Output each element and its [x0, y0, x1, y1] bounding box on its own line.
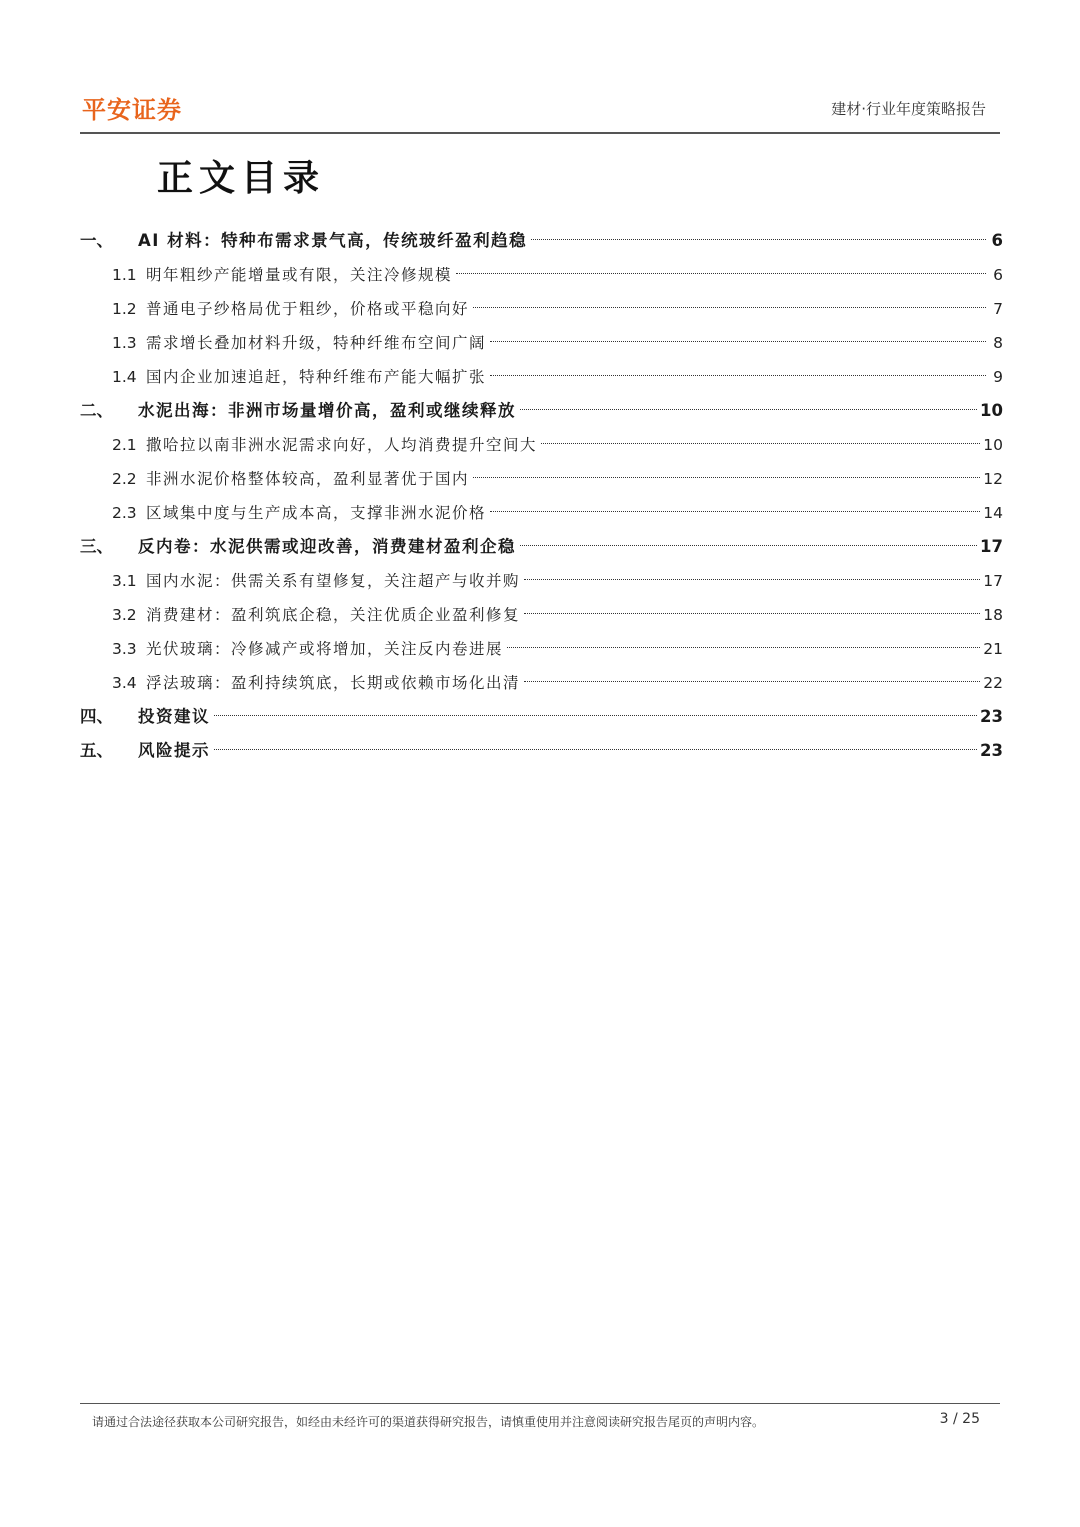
toc-entry-title: AI 材料：特种布需求景气高，传统玻纤盈利趋稳 [138, 231, 528, 250]
toc-chapter-entry[interactable] [80, 700, 1003, 734]
toc-section-entry[interactable] [80, 428, 1003, 462]
toc-chapter-entry[interactable] [80, 530, 1003, 564]
toc-entry-number: 一、 [80, 231, 113, 250]
toc-dot-leader [531, 239, 986, 240]
toc-entry-number: 1.1 [112, 266, 137, 284]
toc-section-entry[interactable] [80, 632, 1003, 666]
toc-entry-page: 6 [991, 231, 1003, 250]
toc-dot-leader [456, 273, 986, 274]
footer-disclaimer: 请通过合法途径获取本公司研究报告，如经由未经许可的渠道获得研究报告，请慎重使用并注意阅读研究报告尾页的声明内容。 [92, 1415, 765, 1429]
toc-entry-title: 国内企业加速追赶，特种纤维布产能大幅扩张 [146, 368, 487, 386]
toc-entry-number: 3.3 [112, 640, 137, 658]
toc-entry-number: 3.4 [112, 674, 137, 692]
toc-entry-number: 三、 [80, 537, 113, 556]
toc-section-entry[interactable] [80, 292, 1003, 326]
toc-section-entry[interactable] [80, 598, 1003, 632]
toc-dot-leader [490, 375, 986, 376]
toc-entry-title: 风险提示 [138, 741, 210, 760]
toc-entry-title: 投资建议 [138, 707, 210, 726]
toc-entry-page: 10 [980, 401, 1003, 420]
toc-dot-leader [473, 477, 980, 478]
toc-entry-page: 22 [983, 674, 1003, 692]
table-of-contents [80, 224, 1003, 768]
company-logo: 平安证券 [82, 96, 182, 124]
toc-entry-page: 18 [983, 606, 1003, 624]
toc-dot-leader [541, 443, 980, 444]
toc-chapter-entry[interactable] [80, 224, 1003, 258]
toc-entry-title: 水泥出海：非洲市场量增价高，盈利或继续释放 [138, 401, 516, 420]
toc-entry-title: 需求增长叠加材料升级，特种纤维布空间广阔 [146, 334, 487, 352]
toc-dot-leader [520, 545, 977, 546]
toc-entry-page: 10 [983, 436, 1003, 454]
toc-dot-leader [524, 613, 980, 614]
toc-entry-title: 明年粗纱产能增量或有限，关注冷修规模 [146, 266, 453, 284]
toc-entry-page: 12 [983, 470, 1003, 488]
toc-section-entry[interactable] [80, 564, 1003, 598]
toc-entry-title: 反内卷：水泥供需或迎改善，消费建材盈利企稳 [138, 537, 516, 556]
toc-entry-number: 1.2 [112, 300, 137, 318]
toc-section-entry[interactable] [80, 360, 1003, 394]
toc-dot-leader [490, 511, 980, 512]
toc-entry-number: 二、 [80, 401, 113, 420]
toc-entry-title: 浮法玻璃：盈利持续筑底，长期或依赖市场化出清 [146, 674, 521, 692]
toc-entry-title: 区域集中度与生产成本高，支撑非洲水泥价格 [146, 504, 487, 522]
toc-entry-number: 2.1 [112, 436, 137, 454]
toc-dot-leader [214, 749, 977, 750]
toc-entry-number: 3.2 [112, 606, 137, 624]
toc-title: 正文目录 [157, 158, 326, 199]
report-type-label: 建材·行业年度策略报告 [831, 100, 986, 118]
toc-entry-page: 23 [980, 707, 1003, 726]
toc-entry-page: 6 [993, 266, 1003, 284]
toc-entry-number: 五、 [80, 741, 113, 760]
toc-section-entry[interactable] [80, 496, 1003, 530]
toc-entry-number: 四、 [80, 707, 113, 726]
toc-entry-title: 光伏玻璃：冷修减产或将增加，关注反内卷进展 [146, 640, 504, 658]
toc-section-entry[interactable] [80, 462, 1003, 496]
toc-dot-leader [214, 715, 977, 716]
toc-entry-title: 撒哈拉以南非洲水泥需求向好，人均消费提升空间大 [146, 436, 538, 454]
toc-dot-leader [524, 681, 980, 682]
toc-entry-page: 7 [993, 300, 1003, 318]
toc-entry-page: 14 [983, 504, 1003, 522]
toc-entry-page: 17 [980, 537, 1003, 556]
toc-dot-leader [490, 341, 986, 342]
toc-entry-number: 1.3 [112, 334, 137, 352]
toc-entry-number: 2.3 [112, 504, 137, 522]
toc-entry-title: 国内水泥：供需关系有望修复，关注超产与收并购 [146, 572, 521, 590]
toc-chapter-entry[interactable] [80, 394, 1003, 428]
toc-dot-leader [524, 579, 980, 580]
toc-section-entry[interactable] [80, 258, 1003, 292]
toc-entry-title: 非洲水泥价格整体较高，盈利显著优于国内 [146, 470, 470, 488]
page-header [80, 88, 1000, 134]
toc-chapter-entry[interactable] [80, 734, 1003, 768]
toc-entry-number: 3.1 [112, 572, 137, 590]
toc-entry-page: 8 [993, 334, 1003, 352]
toc-entry-title: 普通电子纱格局优于粗纱，价格或平稳向好 [146, 300, 470, 318]
toc-dot-leader [473, 307, 986, 308]
toc-section-entry[interactable] [80, 666, 1003, 700]
page-number: 3 / 25 [939, 1411, 980, 1427]
footer-divider [80, 1403, 1000, 1404]
toc-entry-number: 1.4 [112, 368, 137, 386]
toc-entry-title: 消费建材：盈利筑底企稳，关注优质企业盈利修复 [146, 606, 521, 624]
toc-dot-leader [520, 409, 977, 410]
toc-entry-page: 23 [980, 741, 1003, 760]
toc-section-entry[interactable] [80, 326, 1003, 360]
toc-entry-page: 9 [993, 368, 1003, 386]
toc-entry-page: 21 [983, 640, 1003, 658]
toc-dot-leader [507, 647, 980, 648]
toc-entry-page: 17 [983, 572, 1003, 590]
toc-entry-number: 2.2 [112, 470, 137, 488]
